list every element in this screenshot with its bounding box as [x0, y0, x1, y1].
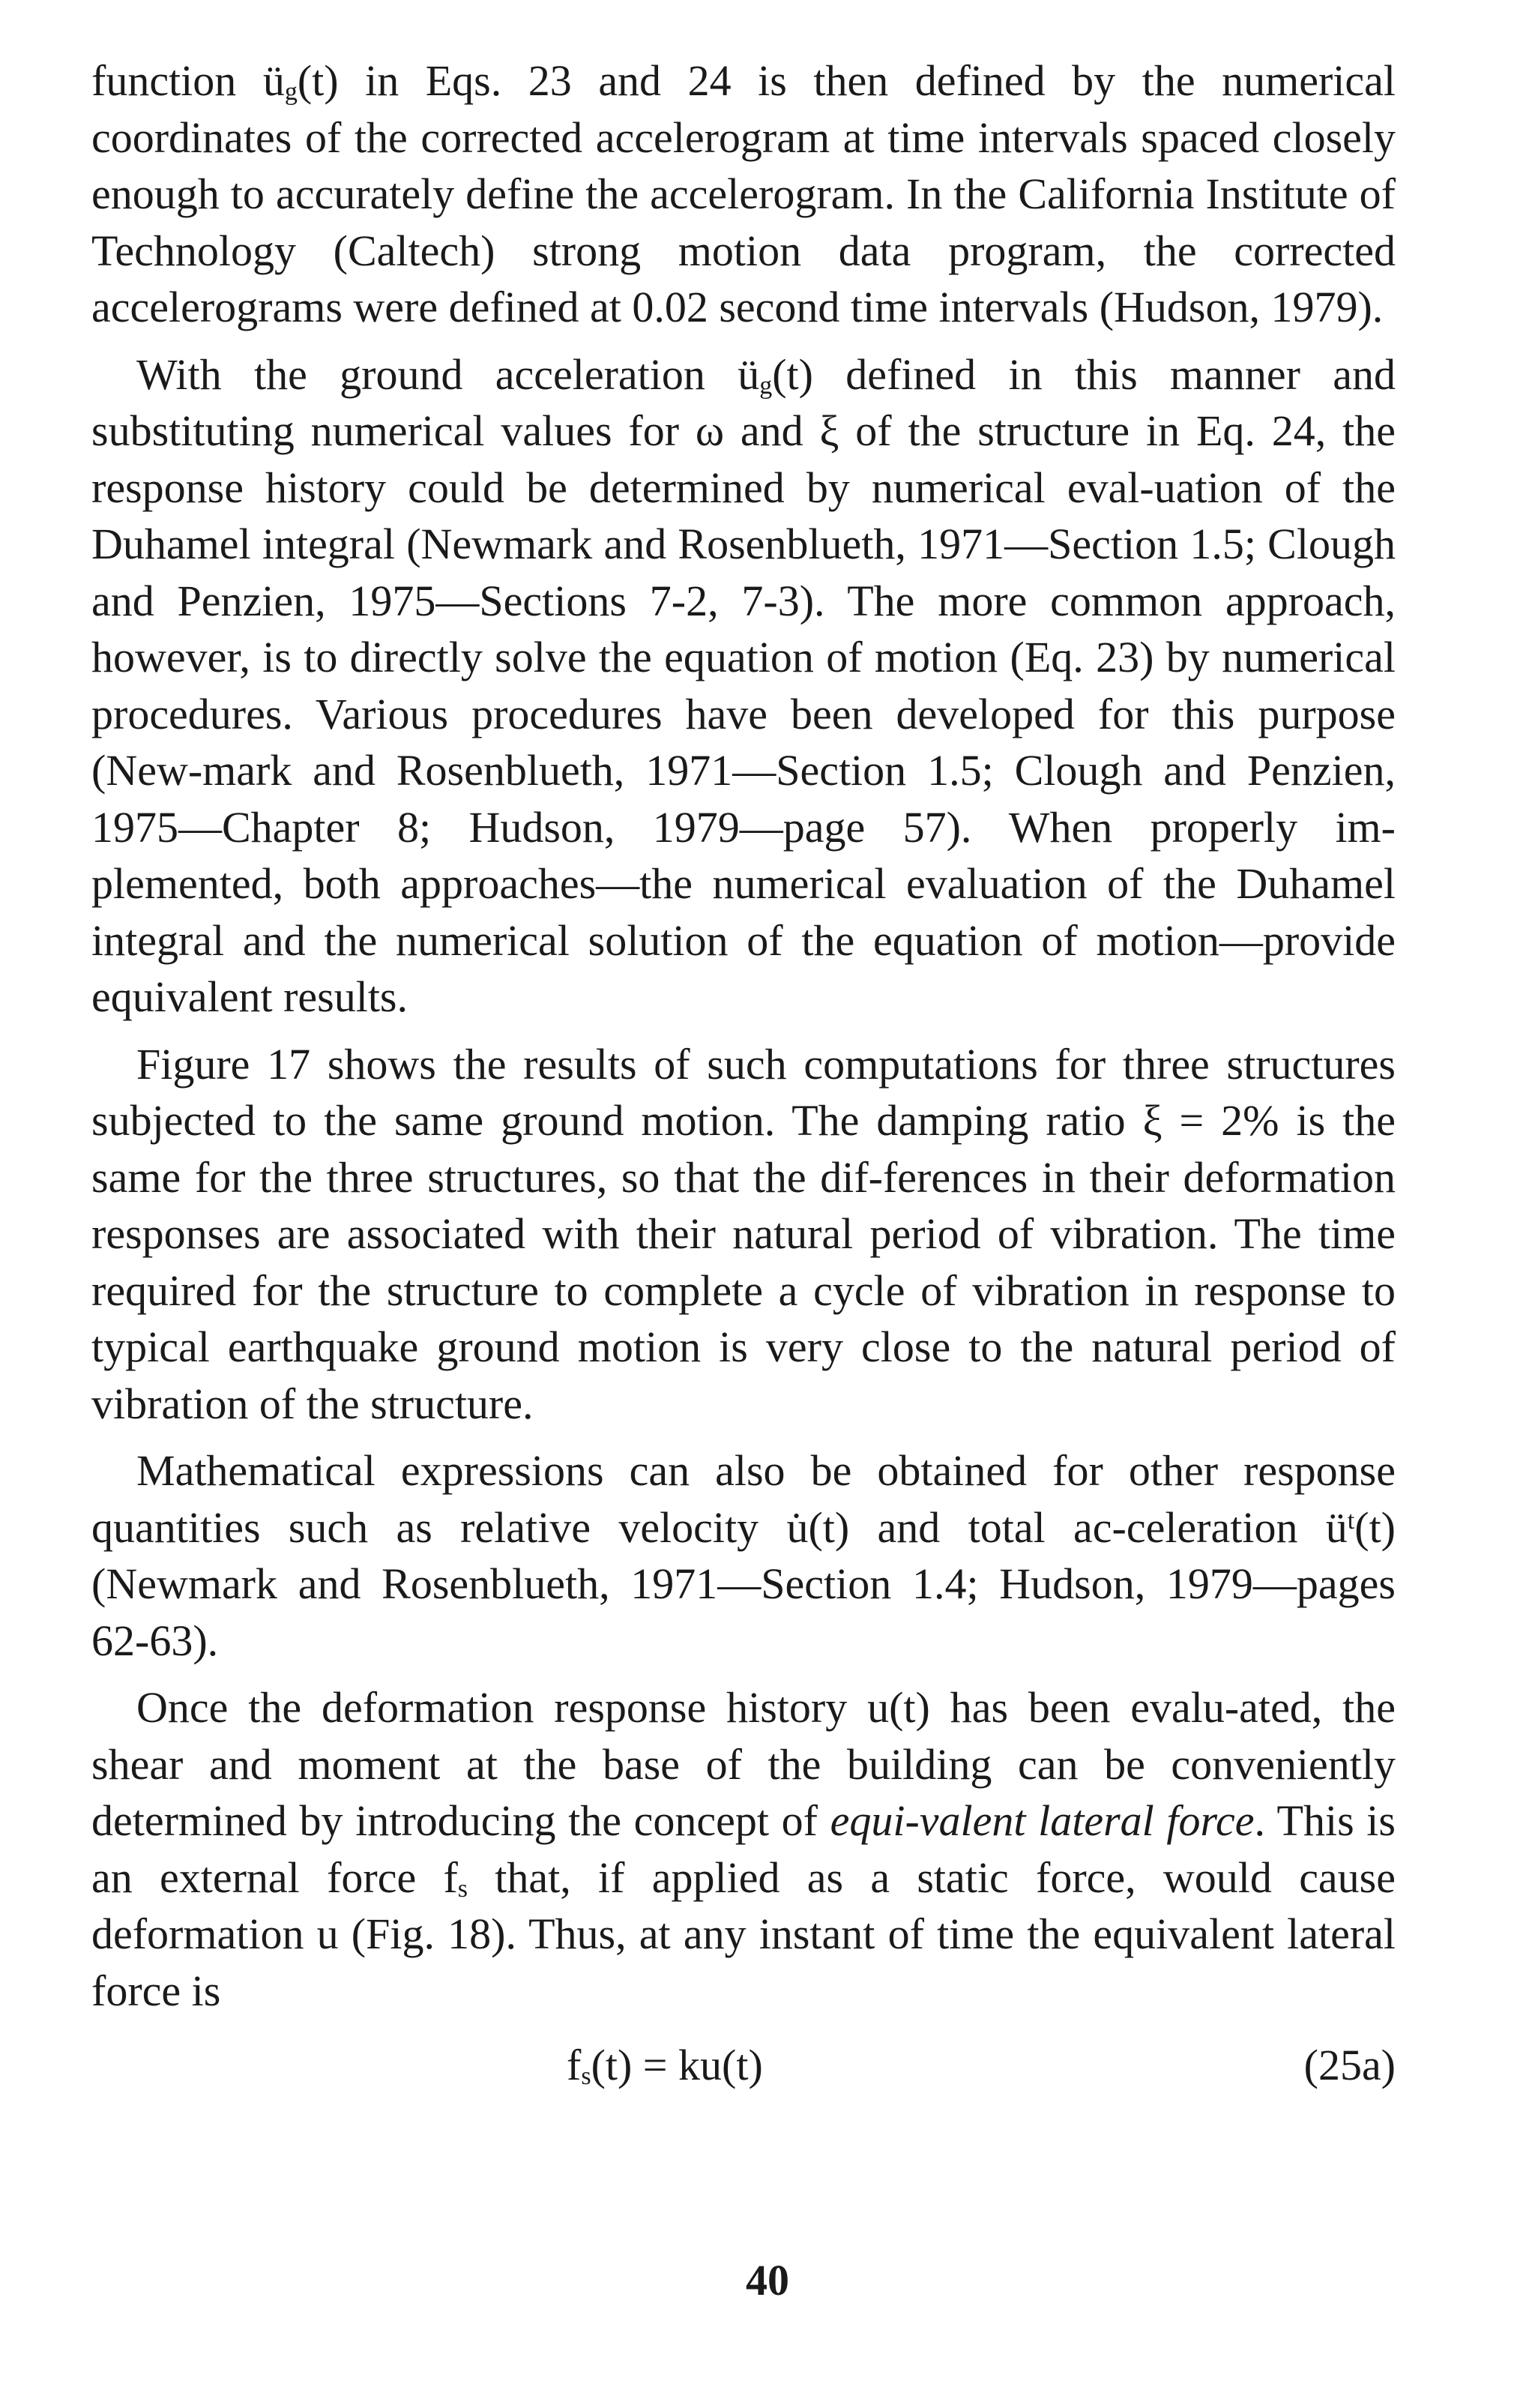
- p4-superscript-t: t: [1347, 1506, 1355, 1535]
- paragraph-3: [91, 1036, 1396, 1433]
- p2-subscript-g: g: [759, 371, 773, 400]
- p1-subscript-g: g: [284, 78, 298, 106]
- p2-text-a: With the ground acceleration ü: [136, 349, 760, 399]
- p5-text-b: . This is an external force f: [91, 1796, 1396, 1902]
- p5-text-c: that, if applied as a static force, would cause deformation u (Fig. 18). Thus, at any instant of time the equivalent lateral force is: [91, 1852, 1396, 2015]
- equation-subscript-s: s: [581, 2062, 591, 2090]
- p5-emphasis: equi-valent lateral force: [830, 1796, 1255, 1845]
- paragraph-5: [91, 1679, 1396, 2019]
- equation-body: [567, 2040, 763, 2090]
- page-number: 40: [746, 2256, 789, 2305]
- p1-text-b: (t) in Eqs. 23 and 24 is then defined by the numerical coordinates of the corrected accelerogram at time intervals spaced closely enough to accurately define the accelerogram. In the California Institute of Technology (Caltech) strong motion data program, the corrected accelerograms were defined at 0.02 second time intervals (Hudson, 1979).: [91, 56, 1396, 331]
- p5-text-a: Once the deformation response history u(t) has been evalu-ated, the shear and moment at the base of the building can be conveniently determined by introducing the concept of: [91, 1683, 1396, 1845]
- p4-text-a: Mathematical expressions can also be obtained for other response quantities such as relative velocity u̇(t) and total ac-celeration ü: [91, 1446, 1396, 1552]
- equation-25a: [91, 2040, 1396, 2107]
- paragraph-2: [91, 346, 1396, 1026]
- paragraph-4: [91, 1442, 1396, 1669]
- equation-f: f: [567, 2041, 582, 2089]
- p3-text: Figure 17 shows the results of such computations for three structures subjected to the same ground motion. The damping ratio ξ = 2% is the same for the three structures, so that the dif-ferences in their deformation responses are associated with their natural period of vibration. The time required for the structure to complete a cycle of vibration in response to typical earthquake ground motion is very close to the natural period of vibration of the structure.: [91, 1039, 1396, 1428]
- equation-number: (25a): [1303, 2041, 1396, 2089]
- equation-rhs: (t) = ku(t): [591, 2041, 763, 2089]
- p5-subscript-s: s: [457, 1874, 468, 1903]
- p2-text-b: (t) defined in this manner and substituting numerical values for ω and ξ of the structure in Eq. 24, the response history could be determined by numerical eval-uation of the Duhamel integral (Newmark and Rosenblueth, 1971—Section 1.5; Clough and Penzien, 1975—Sections 7-2, 7-3). The more common approach, however, is to directly solve the equation of motion (Eq. 23) by numerical procedures. Various procedures have been developed for this purpose (New-mark and Rosenblueth, 1971—Section 1.5; Clough and Penzien, 1975—Chapter 8; Hudson, 1979—page 57). When properly im-plemented, both approaches—the numerical evaluation of the Duhamel integral and the numerical solution of the equation of motion—provide equivalent results.: [91, 349, 1396, 1021]
- p4-text-b: (t) (Newmark and Rosenblueth, 1971—Section 1.4; Hudson, 1979—pages 62-63).: [91, 1502, 1396, 1665]
- p1-text-a: function ü: [91, 56, 285, 105]
- paragraph-1: [91, 52, 1396, 336]
- page-body: [91, 52, 1396, 2107]
